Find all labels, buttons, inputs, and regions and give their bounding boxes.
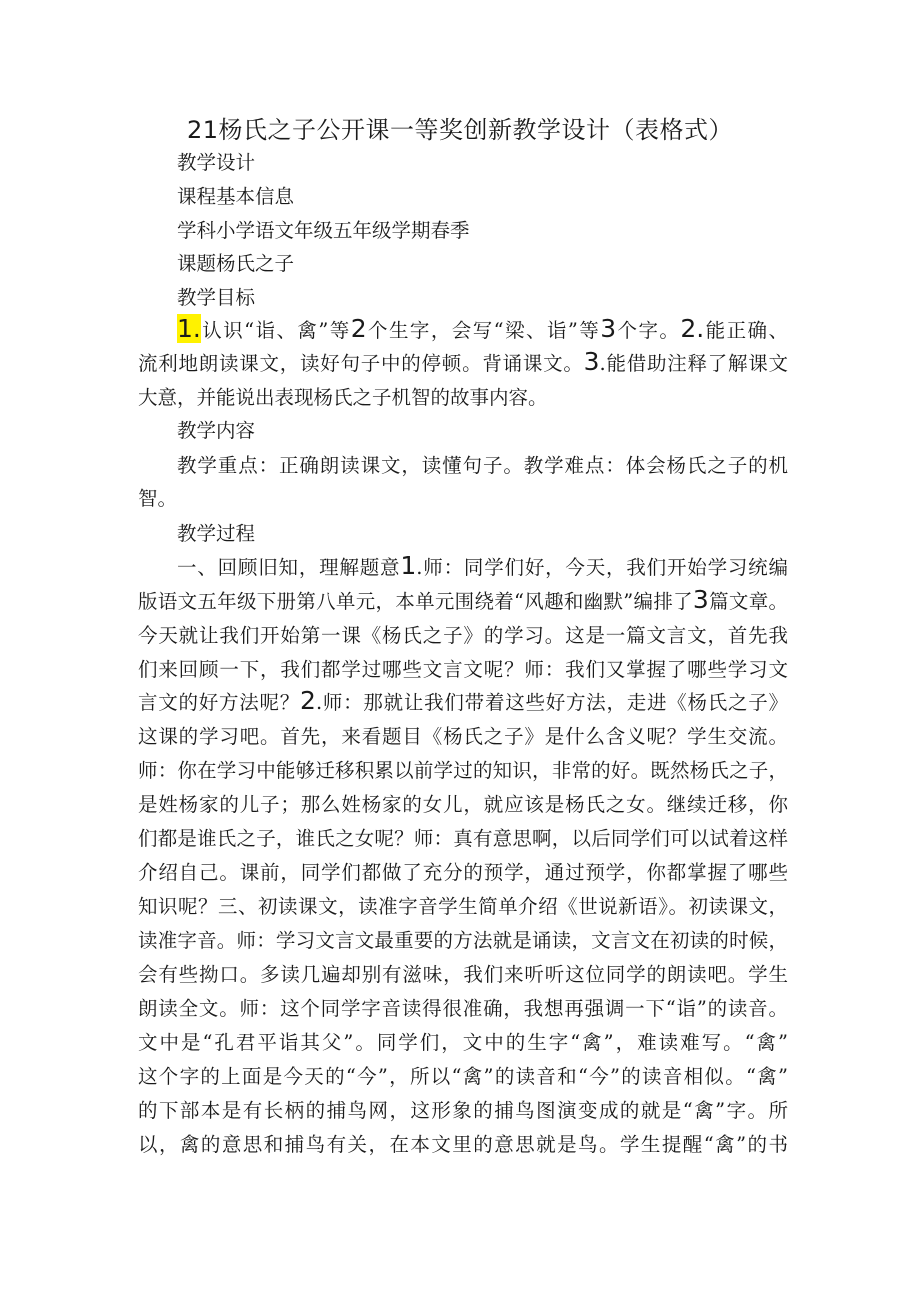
line-text: 教学内容 [177, 419, 256, 442]
body-line [177, 247, 827, 281]
list-number: 1. [177, 314, 201, 343]
body-line [138, 788, 788, 822]
line-text: 流利地朗读课文，读好句子中的停顿。背诵课文。 [138, 352, 584, 375]
line-text: 认识“诣、禽”等 [200, 319, 351, 342]
line-text: 能正确、 [704, 319, 788, 342]
list-number: 2. [680, 314, 705, 343]
line-text: 这个字的上面是今天的“今”，所以“禽”的读音和“今”的读音相似。“禽” [138, 1065, 788, 1088]
body-line [138, 585, 788, 619]
line-text: 们都是谁氏之子，谁氏之女呢？师：真有意思啊，以后同学们可以试着这样 [138, 827, 788, 850]
line-text: 课题杨氏之子 [177, 252, 295, 275]
line-text: 是姓杨家的儿子；那么姓杨家的女儿，就应该是杨氏之女。继续迁移，你 [138, 793, 788, 816]
body-line [177, 414, 827, 448]
body-line [138, 619, 788, 653]
document-title: 21杨氏之子公开课一等奖创新教学设计（表格式） [186, 116, 734, 144]
line-text: 会有些拗口。多读几遍却别有滋味，我们来听听这位同学的朗读吧。学生 [138, 963, 788, 986]
body-line [177, 551, 788, 585]
body-line [138, 958, 788, 992]
list-number: 3 [692, 585, 709, 614]
list-number: 1 [400, 551, 417, 580]
body-line [138, 482, 788, 516]
body-line [138, 686, 788, 720]
line-text: 智。 [138, 487, 178, 510]
body-line [138, 754, 788, 788]
line-text: 言文的好方法呢？ [138, 691, 301, 714]
body-line [177, 449, 788, 483]
line-text: 介绍自己。课前，同学们都做了充分的预学，通过预学，你都掌握了哪些 [138, 861, 788, 884]
line-text: 教学重点：正确朗读课文，读懂句子。教学难点：体会杨氏之子的机 [177, 454, 788, 477]
body-line [138, 890, 788, 924]
line-text: 个生字，会写“梁、诣”等 [366, 319, 601, 342]
body-line [177, 146, 827, 180]
line-text: 这课的学习吧。首先，来看题目《杨氏之子》是什么含义呢？学生交流。 [138, 725, 788, 748]
line-text: .能借助注释了解课文 [599, 352, 788, 375]
line-text: 朗读全文。师：这个同学字音读得很准确，我想再强调一下“诣”的读音。 [138, 997, 788, 1020]
line-text: 知识呢？三、初读课文，读准字音学生简单介绍《世说新语》。初读课文， [138, 895, 788, 918]
line-text: 今天就让我们开始第一课《杨氏之子》的学习。这是一篇文言文，首先我 [138, 624, 788, 647]
line-text: 篇文章。 [708, 590, 788, 613]
body-line [138, 1060, 788, 1094]
body-line [177, 214, 827, 248]
body-line [177, 314, 788, 348]
body-line [138, 1026, 788, 1060]
line-text: .师：同学们好，今天，我们开始学习统编 [416, 556, 788, 579]
line-text: 课程基本信息 [177, 185, 295, 208]
line-text: 教学过程 [177, 522, 256, 545]
body-line [138, 653, 788, 687]
list-number: 2 [350, 314, 367, 343]
body-line [177, 517, 827, 551]
line-text: 师：你在学习中能够迁移积累以前学过的知识，非常的好。既然杨氏之子， [138, 759, 788, 782]
line-text: 教学目标 [177, 286, 256, 309]
body-line [138, 856, 788, 890]
body-line [138, 1094, 788, 1128]
list-number: 3 [600, 314, 617, 343]
body-line [138, 720, 788, 754]
line-text: 版语文五年级下册第八单元，本单元围绕着“风趣和幽默”编排了 [138, 590, 693, 613]
body-line [177, 281, 827, 315]
line-text: 读准字音。师：学习文言文最重要的方法就是诵读，文言文在初读的时候， [138, 929, 788, 952]
list-number: 3 [583, 347, 600, 376]
line-text: 学科小学语文年级五年级学期春季 [177, 219, 470, 242]
body-line [138, 822, 788, 856]
line-text: 教学设计 [177, 151, 256, 174]
line-text: 们来回顾一下，我们都学过哪些文言文呢？师：我们又掌握了哪些学习文 [138, 658, 788, 681]
body-line [138, 381, 788, 415]
line-text: 文中是“孔君平诣其父”。同学们，文中的生字“禽”，难读难写。“禽” [138, 1031, 788, 1054]
line-text: 的下部本是有长柄的捕鸟网，这形象的捕鸟图演变成的就是“禽”字。所 [138, 1099, 788, 1122]
line-text: 大意，并能说出表现杨氏之子机智的故事内容。 [138, 386, 548, 409]
line-text: .师：那就让我们带着这些好方法，走进《杨氏之子》 [315, 691, 788, 714]
body-line [138, 924, 788, 958]
body-line [138, 1128, 788, 1162]
body-line [138, 347, 788, 381]
body-line [138, 992, 788, 1026]
list-number: 2 [300, 686, 316, 715]
line-text: 以，禽的意思和捕鸟有关，在本文里的意思就是鸟。学生提醒“禽”的书 [138, 1133, 788, 1156]
line-text: 个字。 [616, 319, 681, 342]
body-line [177, 180, 827, 214]
line-text: 一、回顾旧知，理解题意 [177, 556, 401, 579]
